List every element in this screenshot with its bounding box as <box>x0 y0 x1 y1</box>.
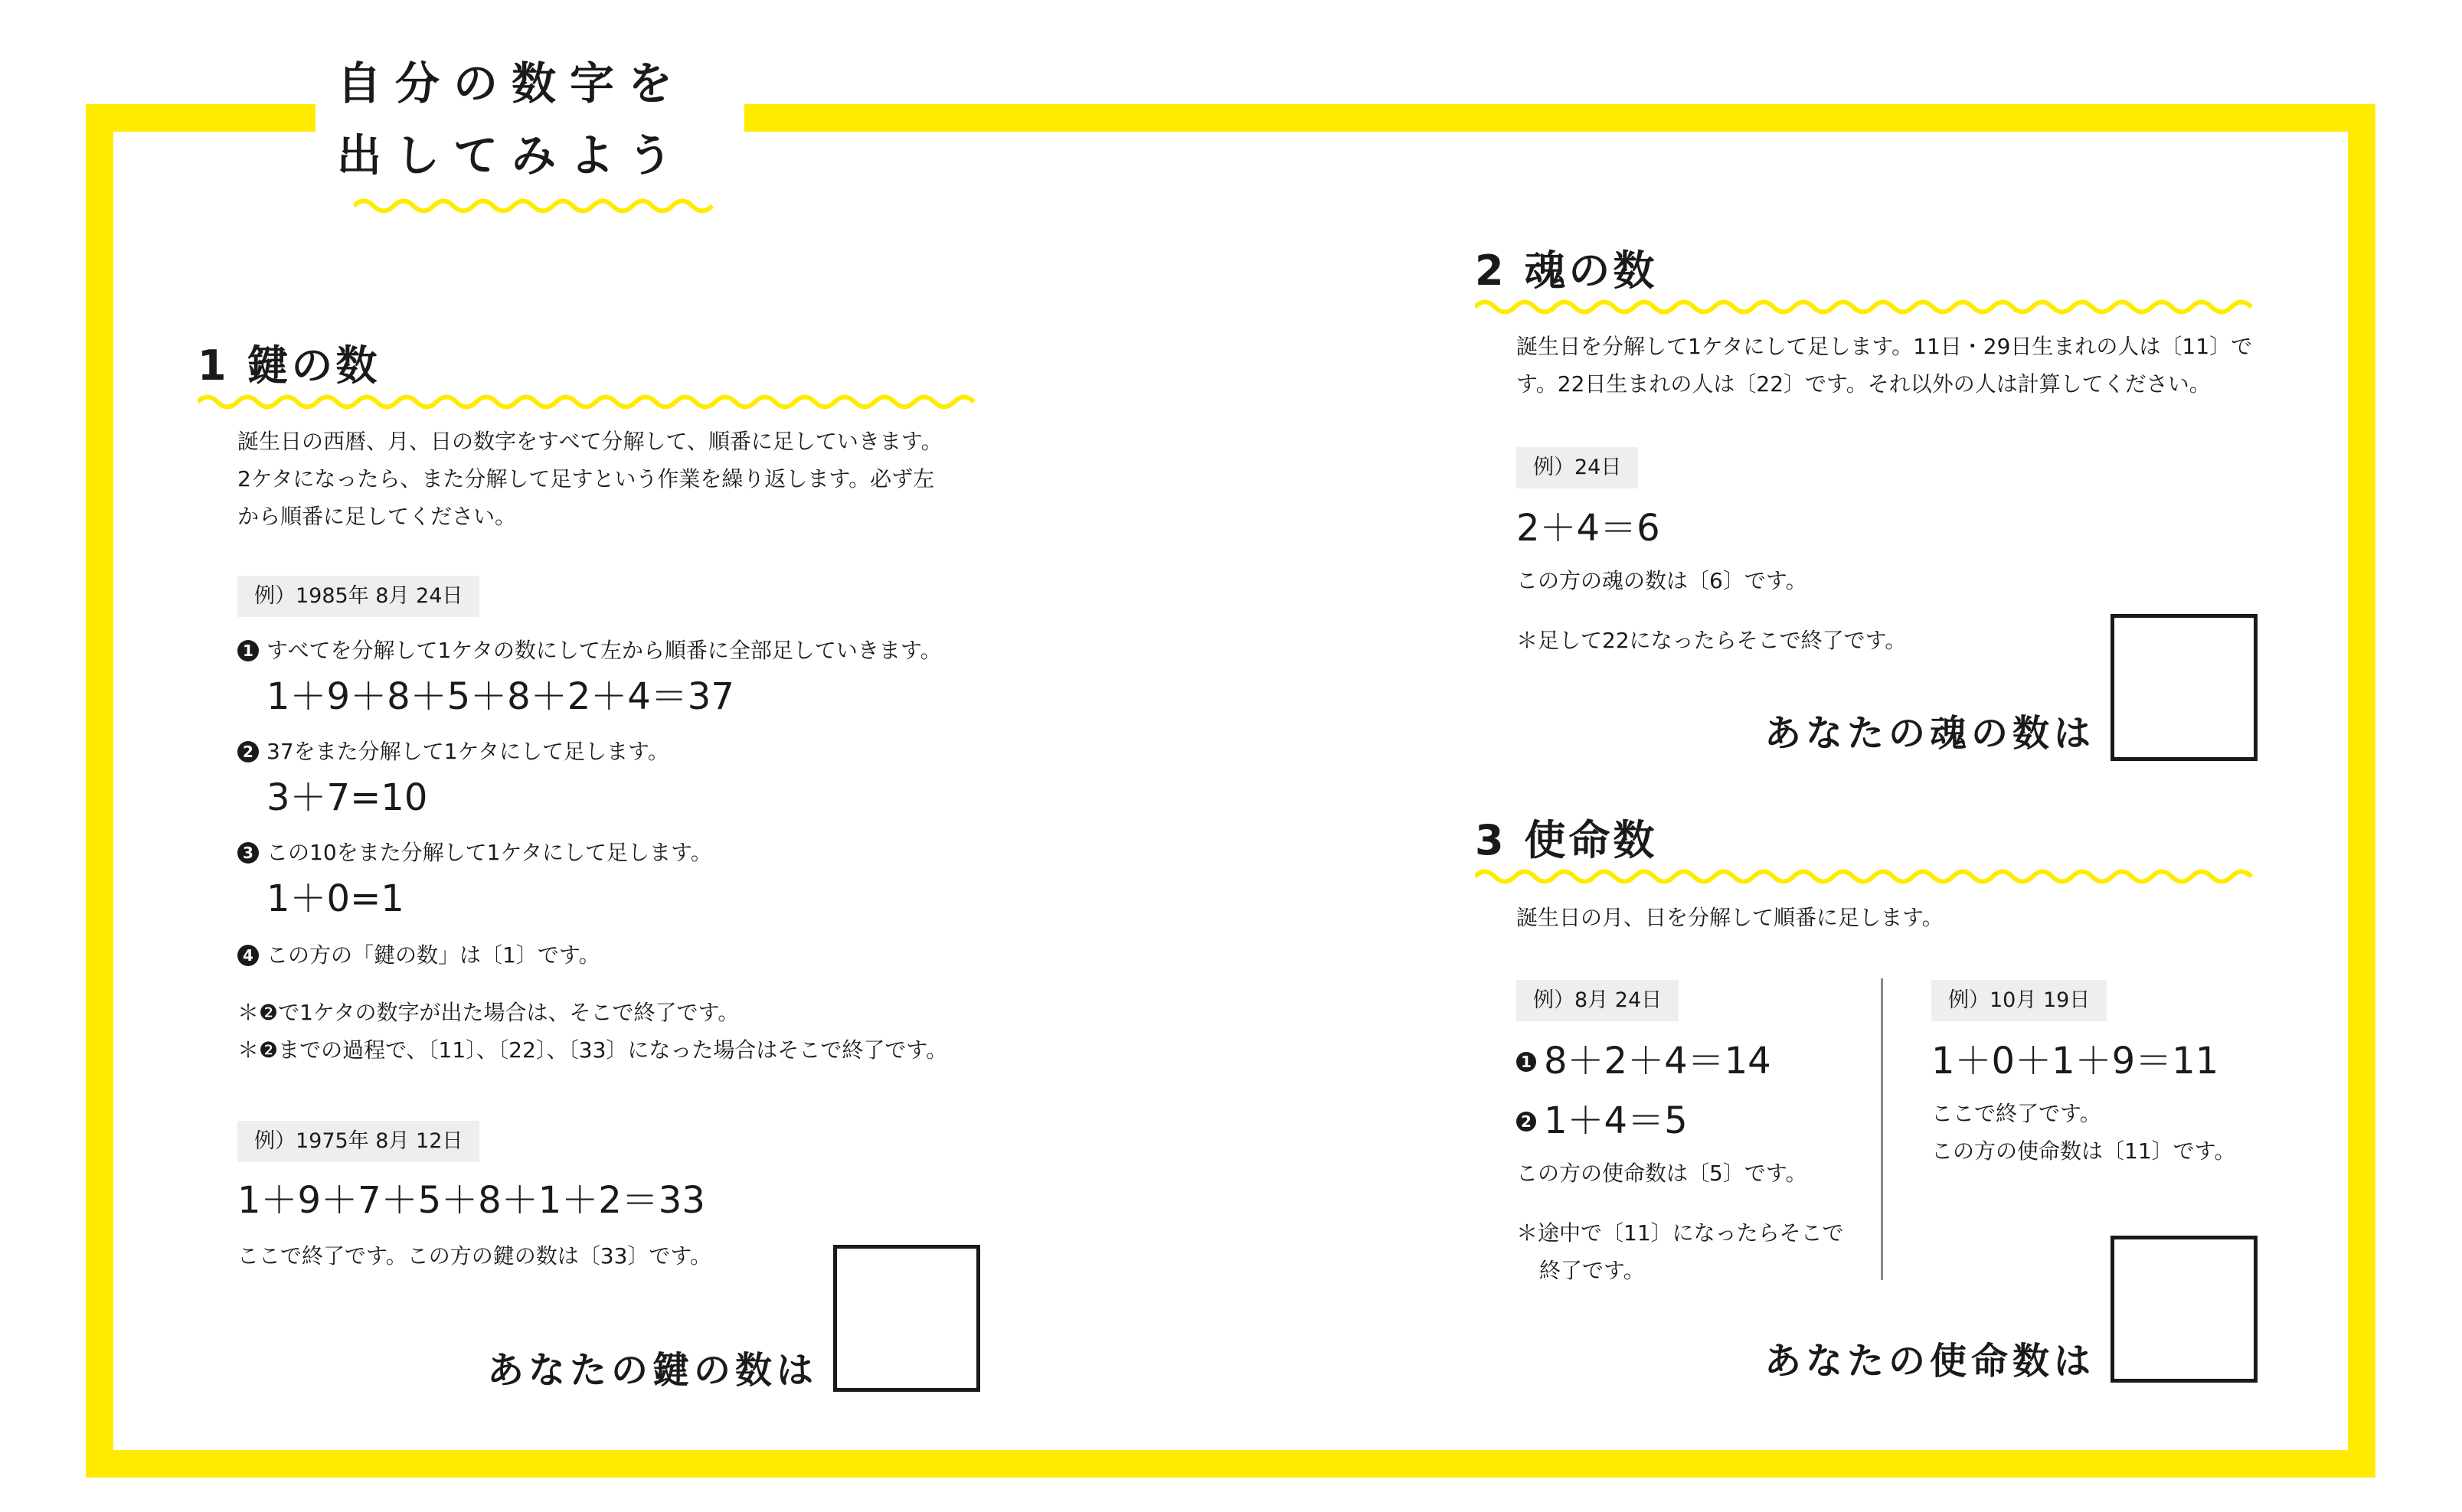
description-line: 2ケタになったら、また分解して足すという作業を繰り返します。必ず左 <box>237 466 935 491</box>
mission-number-wave <box>1475 867 2258 887</box>
step-number-icon: 1 <box>237 640 259 661</box>
key-number-notes <box>237 994 947 1069</box>
step-3-equation: 1＋0=1 <box>266 877 404 920</box>
description-line: から順番に足してください。 <box>237 504 517 529</box>
step-text: 37をまた分解して1ケタにして足します。 <box>266 739 669 764</box>
step-text: この方の「鍵の数」は〔1〕です。 <box>266 942 600 968</box>
result-line: ここで終了です。 <box>1931 1101 2101 1126</box>
soul-example-note: ＊足して22になったらそこで終了です。 <box>1516 628 1907 653</box>
mission-right-equation: 1＋0＋1＋9＝11 <box>1931 1040 2219 1083</box>
result-line: この方の使命数は〔11〕です。 <box>1931 1138 2236 1164</box>
mission-left-result: この方の使命数は〔5〕です。 <box>1516 1161 1807 1186</box>
step-equation: 8＋2＋4＝14 <box>1544 1040 1771 1083</box>
description-line: 誕生日を分解して1ケタにして足します。11日・29日生まれの人は〔11〕で <box>1516 334 2253 359</box>
soul-number-description <box>1516 328 2252 403</box>
example-tag: 例）24日 <box>1516 447 1638 488</box>
mission-left-note <box>1516 1214 1844 1289</box>
step-number-icon: 1 <box>1516 1052 1536 1072</box>
mission-number-answer-label: あなたの使命数は <box>1764 1340 2096 1383</box>
note-line: ＊❷で1ケタの数字が出た場合は、そこで終了です。 <box>237 1000 740 1025</box>
page-title-line1: 自分の数字を <box>337 57 687 109</box>
mission-step-1 <box>1516 1040 1771 1083</box>
description-line: 誕生日の西暦、月、日の数字をすべて分解して、順番に足していきます。 <box>237 429 943 454</box>
note-line: ＊途中で〔11〕になったらそこで <box>1516 1220 1844 1246</box>
soul-example-result: この方の魂の数は〔6〕です。 <box>1516 568 1807 593</box>
step-number-icon: 2 <box>1516 1112 1536 1132</box>
mission-number-description: 誕生日の月、日を分解して順番に足します。 <box>1516 905 1944 930</box>
key-number-answer-box[interactable] <box>833 1245 980 1392</box>
step-text: この10をまた分解して1ケタにして足します。 <box>266 840 712 865</box>
step-text: すべてを分解して1ケタの数にして左から順番に全部足していきます。 <box>266 638 942 663</box>
mission-step-2 <box>1516 1099 1688 1142</box>
step-equation: 1＋4＝5 <box>1544 1099 1688 1142</box>
soul-number-answer-box[interactable] <box>2111 614 2258 761</box>
page-title-line2: 出してみよう <box>337 129 687 181</box>
description-line: す。22日生まれの人は〔22〕です。それ以外の人は計算してください。 <box>1516 371 2211 397</box>
mission-right-result <box>1931 1095 2235 1170</box>
example2-result: ここで終了です。この方の鍵の数は〔33〕です。 <box>237 1243 712 1269</box>
step-number-icon: 3 <box>237 842 259 864</box>
note-line: ＊❷までの過程で、〔11〕、〔22〕、〔33〕になった場合はそこで終了です。 <box>237 1037 948 1063</box>
example-tag: 例）1975年 8月 12日 <box>237 1121 479 1162</box>
title-wave <box>354 196 714 216</box>
step-2-text <box>237 736 669 767</box>
column-divider <box>1881 978 1883 1280</box>
step-1-equation: 1＋9＋8＋5＋8＋2＋4＝37 <box>266 675 734 718</box>
soul-number-answer-label: あなたの魂の数は <box>1764 712 2096 755</box>
soul-number-wave <box>1475 297 2258 317</box>
mission-number-answer-box[interactable] <box>2111 1236 2258 1383</box>
page-title <box>337 47 686 191</box>
key-number-answer-label: あなたの鍵の数は <box>487 1349 819 1392</box>
step-number-icon: 2 <box>237 741 259 763</box>
step-3-text <box>237 838 712 868</box>
soul-number-heading: 2 魂の数 <box>1475 247 1658 295</box>
step-number-icon: 4 <box>237 945 259 966</box>
example-tag: 例）8月 24日 <box>1516 980 1679 1021</box>
note-line: 終了です。 <box>1539 1258 1645 1283</box>
key-number-heading: 1 鍵の数 <box>198 341 381 390</box>
soul-example-equation: 2＋4＝6 <box>1516 507 1660 550</box>
step-1-text <box>237 635 942 666</box>
example-tag: 例）1985年 8月 24日 <box>237 576 479 617</box>
key-number-wave <box>198 392 980 412</box>
step-4-text <box>237 940 600 971</box>
example-tag: 例）10月 19日 <box>1931 980 2107 1021</box>
step-2-equation: 3＋7=10 <box>266 776 428 819</box>
key-number-description <box>237 423 943 535</box>
example2-equation: 1＋9＋7＋5＋8＋1＋2＝33 <box>237 1179 705 1222</box>
mission-number-heading: 3 使命数 <box>1475 816 1658 864</box>
